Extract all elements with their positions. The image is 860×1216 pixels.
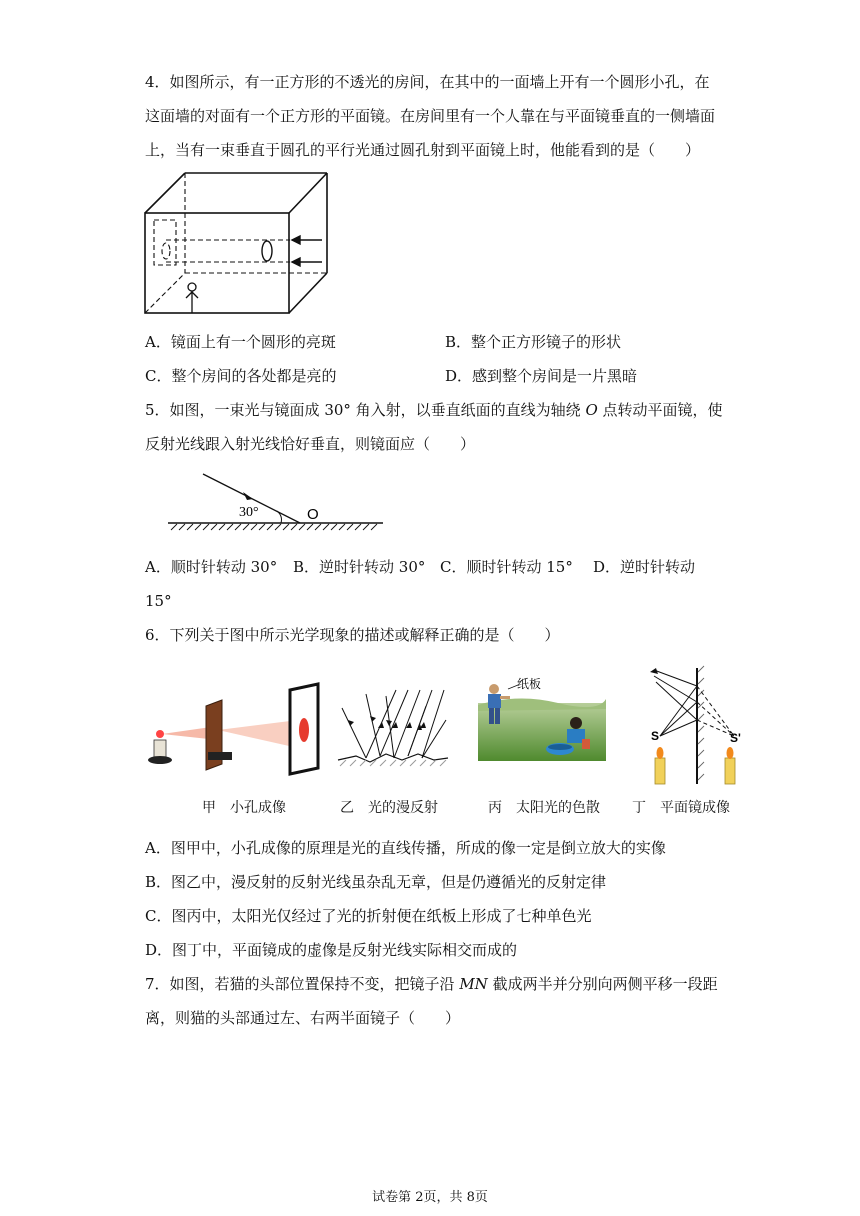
q5-option-d[interactable]: D．逆时针转动: [593, 558, 696, 576]
dispersion-photo: [478, 675, 606, 761]
angle-label: 30°: [239, 505, 259, 520]
q5-option-b[interactable]: B．逆时针转动 30°: [293, 558, 426, 576]
q7-text-a: 7．如图，若猫的头部位置保持不变，把镜子沿: [145, 975, 460, 993]
diffuse-reflection-figure: [336, 686, 451, 770]
image-s-prime-label: S': [730, 731, 741, 745]
paper-board-label: 纸板: [517, 677, 542, 691]
q5-option-d-cont: 15°: [145, 592, 172, 610]
q5-text-b: 点转动平面镜，使: [597, 401, 723, 419]
q4-option-c[interactable]: C．整个房间的各处都是亮的: [145, 367, 337, 385]
caption-jia: 甲 小孔成像: [202, 800, 286, 816]
q7-line-2: 离，则猫的头部通过左、右两半面镜子（ ）: [145, 1009, 461, 1027]
q7-text-b: 截成两半并分别向两侧平移一段距: [487, 975, 718, 993]
q7-mn: MN: [459, 975, 488, 993]
q4-line-1: 4．如图所示，有一正方形的不透光的房间，在其中的一面墙上开有一个圆形小孔，在: [145, 73, 710, 91]
q4-line-2: 这面墙的对面有一个正方形的平面镜。在房间里有一个人靠在与平面镜垂直的一侧墙面: [145, 107, 716, 125]
pinhole-figure: [148, 682, 323, 777]
q5-point-o: O: [585, 401, 598, 419]
q4-option-a[interactable]: A．镜面上有一个圆形的亮斑: [145, 333, 336, 351]
q4-option-d[interactable]: D．感到整个房间是一片黑暗: [445, 367, 638, 385]
caption-bing: 丙 太阳光的色散: [488, 800, 600, 816]
q5-text-a: 5．如图，一束光与镜面成 30° 角入射，以垂直纸面的直线为轴绕: [145, 401, 586, 419]
q5-line-1: [145, 400, 723, 420]
q6-option-b[interactable]: B．图乙中，漫反射的反射光线虽杂乱无章，但是仍遵循光的反射定律: [145, 873, 607, 891]
page-footer: 试卷第 2页，共 8页: [372, 1190, 488, 1205]
q4-option-b[interactable]: B．整个正方形镜子的形状: [445, 333, 622, 351]
q4-line-3: 上，当有一束垂直于圆孔的平行光通过圆孔射到平面镜上时，他能看到的是（ ）: [145, 141, 701, 159]
q5-option-c[interactable]: C．顺时针转动 15°: [440, 558, 573, 576]
caption-ding: 丁 平面镜成像: [632, 800, 730, 816]
q5-option-a[interactable]: A．顺时针转动 30°: [145, 558, 278, 576]
q6-option-a[interactable]: A．图甲中，小孔成像的原理是光的直线传播，所成的像一定是倒立放大的实像: [145, 839, 666, 857]
room-mirror-figure: [140, 170, 330, 318]
source-s-label: S: [651, 729, 660, 743]
q7-line-1: [145, 974, 718, 994]
q5-line-2: 反射光线跟入射光线恰好垂直，则镜面应（ ）: [145, 435, 476, 453]
q6-line: 6．下列关于图中所示光学现象的描述或解释正确的是（ ）: [145, 626, 560, 644]
plane-mirror-figure: [642, 664, 748, 788]
q6-option-c[interactable]: C．图丙中，太阳光仅经过了光的折射便在纸板上形成了七种单色光: [145, 907, 592, 925]
caption-yi: 乙 光的漫反射: [340, 800, 438, 816]
q6-option-d[interactable]: D．图丁中，平面镜成的虚像是反射光线实际相交而成的: [145, 941, 518, 959]
mirror-angle-figure: [165, 466, 390, 536]
point-o-label: O: [307, 506, 319, 523]
